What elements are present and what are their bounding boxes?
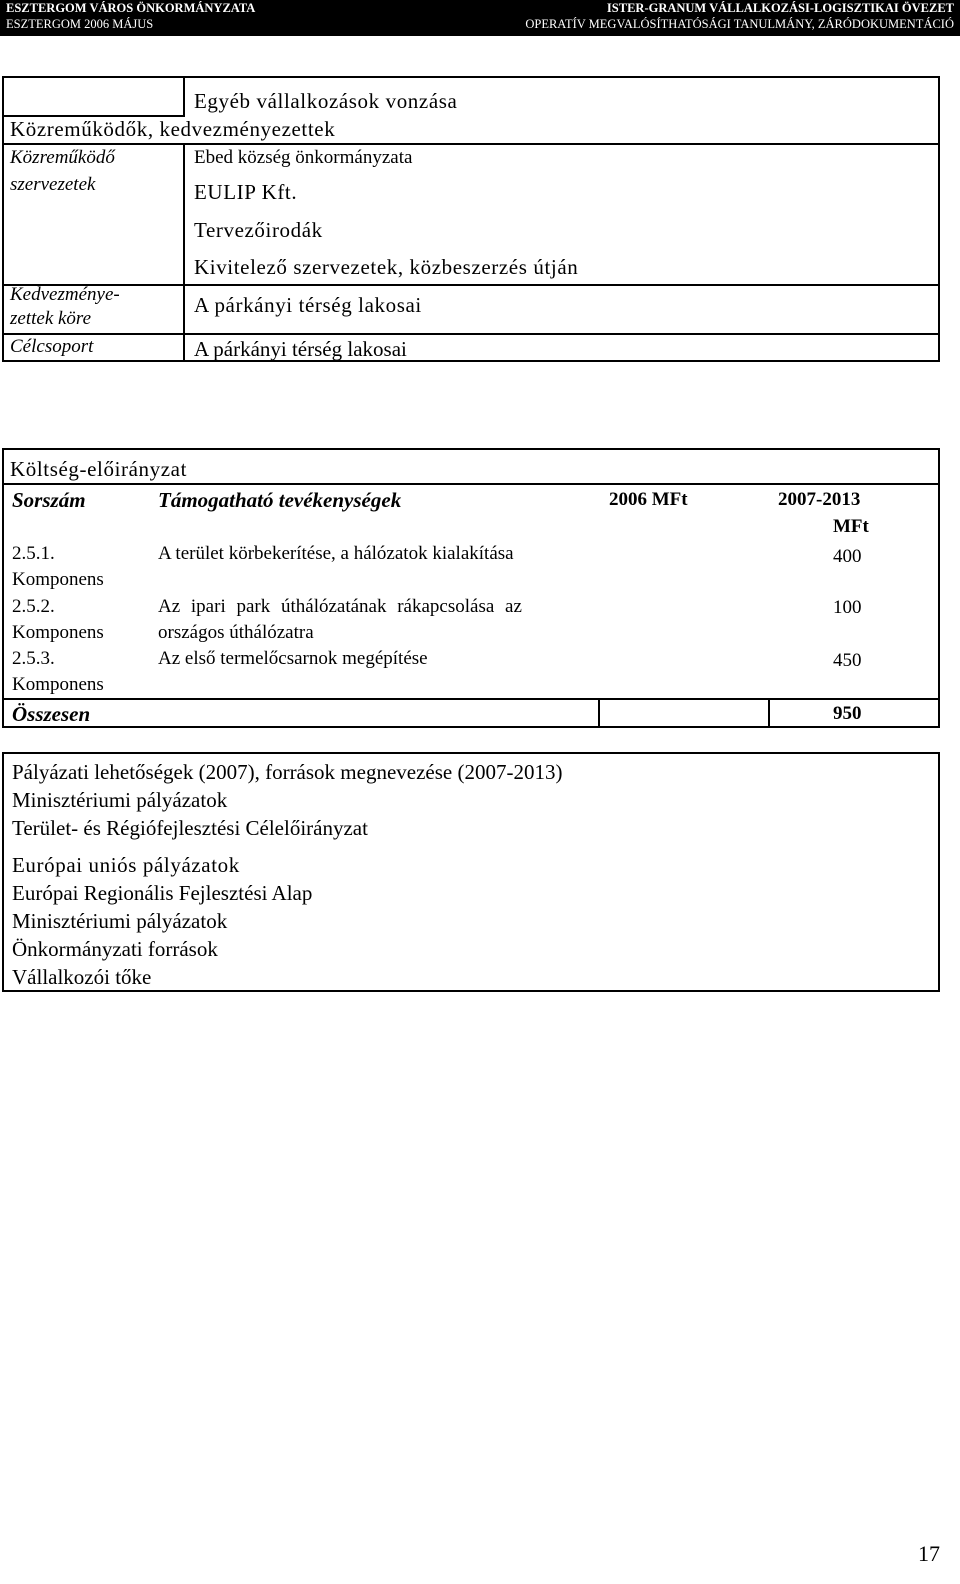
divider <box>2 483 940 485</box>
divider <box>768 698 770 728</box>
header-document-type: OPERATÍV MEGVALÓSÍTHATÓSÁGI TANULMÁNY, ZÁRÓDOKUMENTÁCIÓ <box>525 17 954 31</box>
header-2007-2013: 2007-2013 <box>778 489 861 510</box>
funding-item: Európai uniós pályázatok <box>12 853 240 877</box>
header-organization: ESZTERGOM VÁROS ÖNKORMÁNYZATA <box>6 1 256 15</box>
target-group-item: A párkányi térség lakosai <box>194 337 407 361</box>
funding-item: Európai Regionális Fejlesztési Alap <box>12 881 313 905</box>
row-activity-cont: országos úthálózatra <box>158 622 314 643</box>
contributor-item: Kivitelező szervezetek, közbeszerzés útján <box>194 255 579 279</box>
header-date: ESZTERGOM 2006 MÁJUS <box>6 17 154 31</box>
row-value-2007-2013: 400 <box>833 546 862 567</box>
divider <box>2 698 940 700</box>
row-number: 2.5.1. <box>12 543 55 564</box>
divider <box>183 76 185 115</box>
row-label: zettek köre <box>10 308 92 329</box>
total-value: 950 <box>833 703 862 724</box>
row-type: Komponens <box>12 674 104 695</box>
divider <box>2 284 940 286</box>
header-project: ISTER-GRANUM VÁLLALKOZÁSI-LOGISZTIKAI ÖVEZET <box>606 1 954 15</box>
row-activity: A terület körbekerítése, a hálózatok kialakítása <box>158 543 514 564</box>
contributor-item: Ebed község önkormányzata <box>194 147 413 168</box>
funding-item: Minisztériumi pályázatok <box>12 909 228 933</box>
contributor-item: EULIP Kft. <box>194 180 298 204</box>
funding-item: Minisztériumi pályázatok <box>12 788 228 812</box>
row-activity: Az ipari park úthálózatának rákapcsolása az <box>158 596 522 617</box>
funding-item: Önkormányzati források <box>12 937 218 961</box>
row-value-2007-2013: 100 <box>833 597 862 618</box>
row-label: szervezetek <box>10 174 96 195</box>
header-2006: 2006 MFt <box>609 489 688 510</box>
funding-title: Pályázati lehetőségek (2007), források megnevezése (2007-2013) <box>12 760 563 784</box>
total-label: Összesen <box>12 702 91 726</box>
row-activity: Az első termelőcsarnok megépítése <box>158 648 428 669</box>
row-value-2007-2013: 450 <box>833 650 862 671</box>
row-label: Kedvezménye- <box>10 284 120 305</box>
divider <box>183 143 185 362</box>
funding-item: Terület- és Régiófejlesztési Célelőirányzat <box>12 816 368 840</box>
funding-item: Vállalkozói tőke <box>12 965 152 989</box>
row-number: 2.5.3. <box>12 648 55 669</box>
header-sorszam: Sorszám <box>12 488 86 512</box>
divider <box>2 333 940 335</box>
top-item: Egyéb vállalkozások vonzása <box>194 89 458 113</box>
beneficiary-item: A párkányi térség lakosai <box>194 293 422 317</box>
page-header <box>0 0 960 36</box>
budget-title: Költség-előirányzat <box>10 457 188 481</box>
row-type: Komponens <box>12 569 104 590</box>
page-number: 17 <box>918 1541 940 1566</box>
row-label: Célcsoport <box>10 336 94 357</box>
row-type: Komponens <box>12 622 104 643</box>
divider <box>2 143 940 145</box>
row-label: Közreműködő <box>10 147 115 168</box>
row-number: 2.5.2. <box>12 596 55 617</box>
divider <box>598 698 600 728</box>
contributor-item: Tervezőirodák <box>194 218 323 242</box>
header-mft: MFt <box>833 516 869 537</box>
header-activities: Támogatható tevékenységek <box>158 488 402 512</box>
section-title: Közreműködők, kedvezményezettek <box>10 117 336 141</box>
